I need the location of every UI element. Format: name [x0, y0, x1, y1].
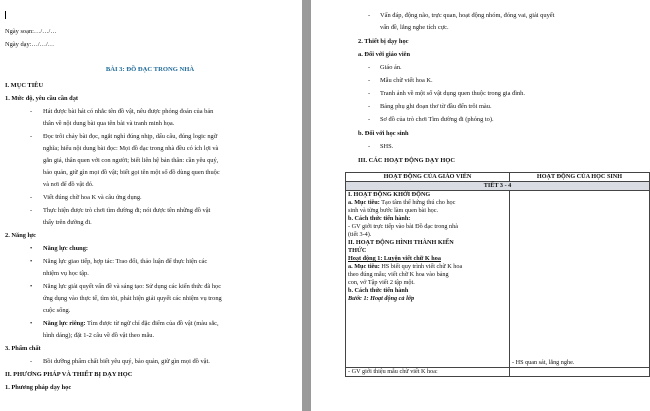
cell-line: (tiết 3-4). — [348, 231, 372, 238]
section-objectives: I. MỤC TIÊU — [5, 82, 44, 89]
paragraph-line: Bồi dưỡng phẩm chất biết yêu quý, bảo quản, giữ gìn mọi đồ vật. — [43, 358, 210, 365]
paragraph-line: thấy trên đường đi. — [43, 219, 92, 226]
list-item: SHS. — [380, 143, 394, 150]
list-item: Sơ đồ của trò chơi Tìm đường đi (phóng to). — [380, 116, 494, 123]
teacher-cell — [346, 368, 510, 377]
paragraph-line: Vấn đáp, động não, trực quan, hoạt động nhóm, đóng vai, giải quyết — [380, 12, 555, 19]
dot-bullet: • — [30, 320, 33, 327]
paragraph-text: Tìm được từ ngữ chỉ đặc điểm của đồ vật (màu sắc, — [85, 320, 219, 327]
activity-title: II. HOẠT ĐỘNG HÌNH THÀNH KIẾN — [348, 239, 454, 246]
document-page-right — [311, 0, 650, 411]
section-methods: II. PHƯƠNG PHÁP VÀ THIẾT BỊ DẠY HỌC — [5, 371, 133, 378]
cell-line: - HS quan sát, lắng nghe. — [512, 359, 575, 366]
paragraph-line: bảo quản, giữ gìn mọi đồ vật; biết gọi tên một số đồ dùng quen thuộc — [43, 169, 220, 176]
paragraph-line: thân về nội dung bài qua tên bài và tranh minh họa. — [43, 120, 175, 127]
dash-bullet: - — [368, 103, 371, 110]
subsection-equipment: 2. Thiết bị dạy học — [358, 38, 409, 45]
dash-bullet: - — [368, 77, 371, 84]
activities-table — [345, 172, 650, 377]
objective-text: HS biết quy trình viết chữ K hoa — [379, 263, 463, 270]
paragraph-line: Năng lực giao tiếp, hợp tác: Trao đổi, thảo luận để thực hiện các — [43, 258, 208, 265]
paragraph-line: Đọc trôi chảy bài đọc, ngắt nghỉ đúng nhịp, dấu câu, đúng logic ngữ — [43, 133, 218, 140]
cell-line: con, vở Tập viết 2 tập một. — [348, 279, 415, 286]
table-row — [346, 182, 650, 191]
student-cell — [510, 368, 650, 377]
section-activities: III. CÁC HOẠT ĐỘNG DẠY HỌC — [358, 157, 455, 164]
objective-label: a. Mục tiêu: — [348, 199, 380, 206]
period-row: TIẾT 3 - 4 — [346, 182, 650, 191]
list-item: Mẫu chữ viết hoa K. — [380, 77, 433, 84]
subsection-quality: 3. Phẩm chất — [5, 345, 41, 352]
paragraph-line: Viết đúng chữ hoa K và câu ứng dụng. — [43, 194, 142, 201]
list-item: Bảng phụ ghi đoạn thơ từ đầu đến trôi màu. — [380, 103, 492, 110]
dash-bullet: - — [368, 116, 371, 123]
activity-title: THỨC — [348, 247, 367, 254]
activity-1-title: Hoạt động 1: Luyện viết chữ K hoa — [348, 255, 441, 262]
text-cursor — [5, 11, 6, 19]
cell-line: theo đúng mẫu; viết chữ K hoa vào bảng — [348, 271, 449, 278]
paragraph-line: nghĩa; hiểu nội dung bài đọc: Mọi đồ đạc trong nhà đều có ích lợi và — [43, 145, 219, 152]
subsection-competence: 2. Năng lực — [5, 232, 36, 239]
table-row — [346, 368, 650, 377]
dash-bullet: - — [30, 207, 33, 214]
header-teacher: HOẠT ĐỘNG CỦA GIÁO VIÊN — [346, 173, 510, 182]
competence-general-label: Năng lực chung: — [43, 245, 89, 252]
dash-bullet: - — [30, 194, 33, 201]
activity-title: I. HOẠT ĐỘNG KHỞI ĐỘNG — [348, 191, 431, 198]
teacher-cell — [346, 191, 510, 368]
paragraph-line: cuộc sống. — [43, 307, 71, 314]
student-cell — [510, 191, 650, 368]
competence-specific-line — [43, 320, 219, 328]
paragraph-line: vấn đề, lắng nghe tích cực. — [380, 24, 449, 31]
paragraph-line: ứng dụng vào thực tế, tìm tòi, phát hiện giải quyết các nhiệm vụ trong — [43, 295, 222, 302]
competence-specific-label: Năng lực riêng: — [43, 320, 86, 327]
dot-bullet: • — [30, 245, 33, 252]
dash-bullet: - — [368, 12, 371, 19]
method-label: b. Cách thức tiến hành — [348, 287, 409, 294]
paragraph-line: Hát được bài hát có nhắc tên đồ vật, nêu được phỏng đoán của bản — [43, 108, 214, 115]
paragraph-line: và nơi để đồ vật đó. — [43, 181, 94, 188]
student-equipment-label: b. Đối với học sinh — [358, 130, 409, 137]
paragraph-line: gắn giá, thân quen với con người; biết liên hệ bản thân: cần yêu quý, — [43, 157, 219, 164]
dash-bullet: - — [30, 108, 33, 115]
dot-bullet: • — [30, 258, 33, 265]
lesson-title: BÀI 3: ĐỒ ĐẠC TRONG NHÀ — [105, 66, 195, 73]
date-prepare: Ngày soạn:…/…/… — [5, 28, 57, 35]
dash-bullet: - — [368, 64, 371, 71]
list-item: Giáo án. — [380, 64, 402, 71]
table-header-row — [346, 173, 650, 182]
dash-bullet: - — [30, 133, 33, 140]
objective-line — [348, 199, 507, 207]
cell-line: sinh và từng bước làm quen bài học. — [348, 207, 439, 214]
subsection-requirements: 1. Mức độ, yêu cầu cần đạt — [5, 95, 79, 102]
objective-text: Tạo tâm thế hứng thú cho học — [379, 199, 456, 206]
paragraph-line: nhiệm vụ học tập. — [43, 270, 89, 277]
dash-bullet: - — [368, 143, 371, 150]
table-row — [346, 191, 650, 368]
method-label: b. Cách thức tiến hành: — [348, 215, 411, 222]
document-page-left — [0, 0, 302, 411]
list-item: Tranh ảnh về một số vật dụng quen thuộc trong gia đình. — [380, 90, 525, 97]
subsection-methods: 1. Phương pháp dạy học — [5, 384, 72, 391]
date-teach: Ngày dạy:…/…/… — [5, 41, 55, 48]
paragraph-line: Thực hiện được trò chơi tìm đường đi; nói được tên những đồ vật — [43, 207, 211, 214]
paragraph-line: Năng lực giải quyết vấn đề và sáng tạo: Sử dụng các kiến thức đã học — [43, 283, 222, 290]
objective-label: a. Mục tiêu: — [348, 263, 380, 270]
dot-bullet: • — [30, 283, 33, 290]
paragraph-line: hình dáng); đặt 1-2 câu về đồ vật theo mẫu. — [43, 332, 155, 339]
step-label: Bước 1: Hoạt động cả lớp — [348, 295, 415, 302]
dash-bullet: - — [368, 90, 371, 97]
objective-line — [348, 263, 507, 271]
cell-line: - GV giới trực tiếp vào bài Đồ đạc trong nhà — [348, 223, 458, 230]
dash-bullet: - — [30, 358, 33, 365]
header-student: HOẠT ĐỘNG CỦA HỌC SINH — [510, 173, 650, 182]
teacher-equipment-label: a. Đối với giáo viên — [358, 51, 411, 58]
cell-line: - GV giới thiệu mẫu chữ viết K hoa: — [348, 368, 438, 375]
